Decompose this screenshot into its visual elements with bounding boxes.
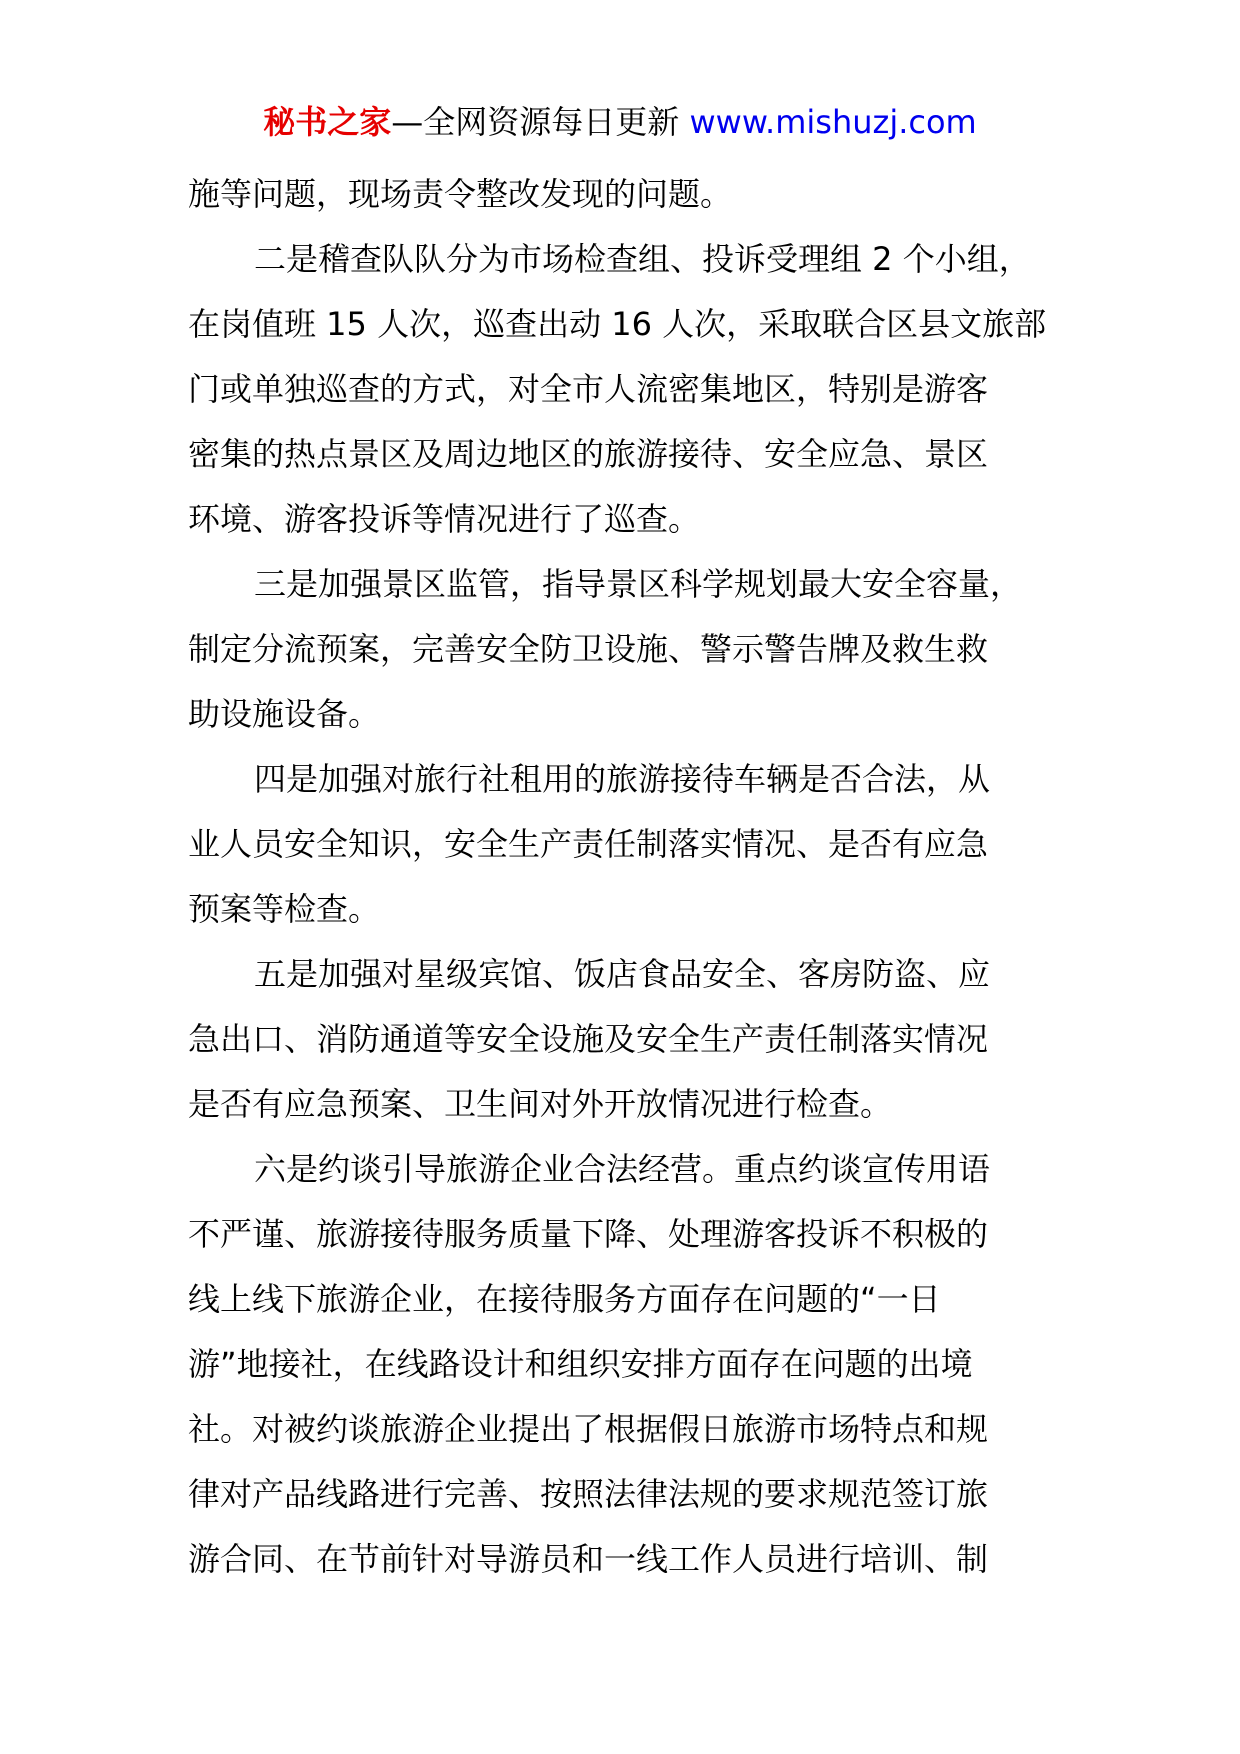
text-line: 预案等检查。: [188, 890, 381, 928]
text-line: 助设施设备。: [188, 695, 381, 733]
paragraph-continuation: [188, 162, 1088, 227]
document-body: [188, 162, 1088, 1592]
text-line: 门或单独巡查的方式，对全市人流密集地区，特别是游客: [188, 370, 989, 408]
text-line: 业人员安全知识，安全生产责任制落实情况、是否有应急: [188, 825, 989, 863]
site-url-link[interactable]: www.mishuzj.com: [689, 103, 977, 141]
text-line: 五是加强对星级宾馆、饭店食品安全、客房防盗、应: [254, 955, 991, 993]
site-tagline: —全网资源每日更新: [391, 103, 690, 141]
text-line: 三是加强景区监管，指导景区科学规划最大安全容量，: [254, 565, 1023, 603]
site-name: 秘书之家: [263, 103, 392, 141]
page-header: [0, 102, 1240, 142]
text-line: 二是稽查队队分为市场检查组、投诉受理组 2 个小组，: [254, 240, 1031, 278]
text-line: 六是约谈引导旅游企业合法经营。重点约谈宣传用语: [254, 1150, 991, 1188]
text-line: 游”地接社，在线路设计和组织安排方面存在问题的出境: [188, 1345, 973, 1383]
paragraph-3: [188, 552, 1088, 747]
paragraph-2: [188, 227, 1088, 552]
text-line: 施等问题，现场责令整改发现的问题。: [188, 175, 733, 213]
text-line: 不严谨、旅游接待服务质量下降、处理游客投诉不积极的: [188, 1215, 989, 1253]
paragraph-5: [188, 942, 1088, 1137]
text-line: 游合同、在节前针对导游员和一线工作人员进行培训、制: [188, 1540, 989, 1578]
text-line: 是否有应急预案、卫生间对外开放情况进行检查。: [188, 1085, 893, 1123]
text-line: 律对产品线路进行完善、按照法律法规的要求规范签订旅: [188, 1475, 989, 1513]
text-line: 密集的热点景区及周边地区的旅游接待、安全应急、景区: [188, 435, 989, 473]
text-line: 线上线下旅游企业，在接待服务方面存在问题的“一日: [188, 1280, 941, 1318]
text-line: 社。对被约谈旅游企业提出了根据假日旅游市场特点和规: [188, 1410, 989, 1448]
paragraph-6: [188, 1137, 1088, 1592]
text-line: 四是加强对旅行社租用的旅游接待车辆是否合法，从: [254, 760, 991, 798]
text-line: 急出口、消防通道等安全设施及安全生产责任制落实情况: [188, 1020, 989, 1058]
text-line: 环境、游客投诉等情况进行了巡查。: [188, 500, 701, 538]
paragraph-4: [188, 747, 1088, 942]
text-line: 在岗值班 15 人次，巡查出动 16 人次，采取联合区县文旅部: [188, 305, 1047, 343]
text-line: 制定分流预案，完善安全防卫设施、警示警告牌及救生救: [188, 630, 989, 668]
